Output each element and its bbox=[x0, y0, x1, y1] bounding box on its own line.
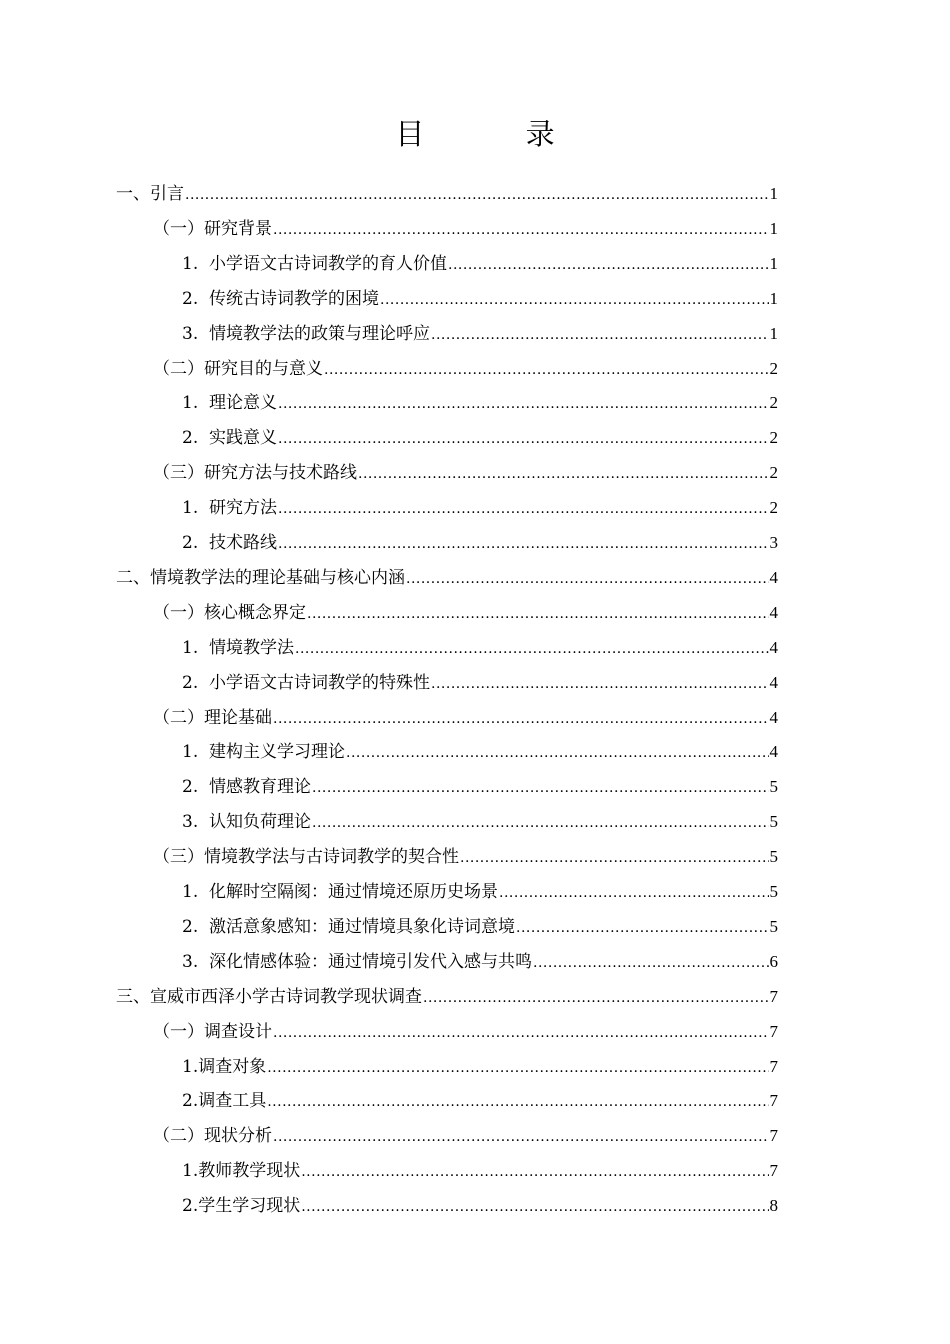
toc-entry-line bbox=[153, 700, 778, 735]
toc-entry-page-number: 1 bbox=[769, 184, 778, 203]
toc-entry-number: 2. bbox=[182, 1091, 199, 1112]
toc-entry-number: 2. bbox=[182, 428, 210, 449]
toc-entry-number: （三） bbox=[153, 463, 204, 484]
toc-leader-dots bbox=[273, 702, 769, 737]
toc-entry-page-number: 4 bbox=[769, 742, 778, 762]
toc-leader-dots bbox=[346, 736, 768, 771]
toc-entry-label: 建构主义学习理论 bbox=[209, 742, 346, 763]
toc-leader-dots bbox=[380, 283, 768, 318]
toc-entry-number: 1. bbox=[182, 637, 210, 658]
toc-entry-line bbox=[182, 490, 778, 525]
toc-entry-page-number: 7 bbox=[769, 1091, 778, 1111]
toc-entry-label: 认知负荷理论 bbox=[209, 812, 312, 833]
toc-entry[interactable] bbox=[0, 979, 950, 1014]
toc-entry[interactable] bbox=[0, 700, 950, 735]
toc-entry-label: 情境教学法与古诗词教学的契合性 bbox=[204, 847, 459, 868]
toc-entry-line bbox=[153, 1118, 778, 1153]
toc-entry-line bbox=[116, 979, 778, 1014]
toc-entry[interactable] bbox=[0, 1188, 950, 1223]
toc-entry-number: （一） bbox=[153, 602, 204, 623]
toc-entry-page-number: 1 bbox=[769, 218, 778, 238]
toc-entry-page-number: 1 bbox=[769, 253, 778, 273]
toc-entry[interactable] bbox=[0, 385, 950, 420]
toc-entry-page-number: 5 bbox=[769, 812, 778, 832]
toc-entry[interactable] bbox=[0, 281, 950, 316]
toc-entry-number: 二、 bbox=[116, 567, 150, 588]
toc-entry[interactable] bbox=[0, 630, 950, 665]
toc-entry-page-number: 4 bbox=[769, 637, 778, 657]
toc-leader-dots bbox=[448, 248, 768, 283]
toc-entry-page-number: 2 bbox=[769, 463, 778, 483]
toc-entry[interactable] bbox=[0, 734, 950, 769]
toc-entry-number: 1. bbox=[182, 253, 210, 274]
toc-leader-dots bbox=[185, 178, 769, 213]
toc-entry[interactable] bbox=[0, 420, 950, 455]
toc-entry-line bbox=[182, 769, 778, 804]
toc-entry-line bbox=[153, 839, 778, 874]
toc-entry-label: 现状分析 bbox=[204, 1126, 272, 1147]
toc-leader-dots bbox=[324, 353, 769, 388]
toc-entry-line bbox=[182, 1188, 778, 1223]
toc-entry-number: （一） bbox=[153, 1021, 204, 1042]
toc-entry[interactable] bbox=[0, 1083, 950, 1118]
toc-leader-dots bbox=[533, 946, 768, 981]
toc-entry[interactable] bbox=[0, 944, 950, 979]
toc-entry-number: 3. bbox=[182, 323, 210, 344]
toc-leader-dots bbox=[423, 981, 769, 1016]
toc-entry-page-number: 4 bbox=[769, 602, 778, 622]
toc-entry-line bbox=[182, 1153, 778, 1188]
toc-leader-dots bbox=[460, 841, 769, 876]
toc-entry[interactable] bbox=[0, 316, 950, 351]
toc-entry[interactable] bbox=[0, 351, 950, 386]
toc-entry-number: 2. bbox=[182, 777, 210, 798]
toc-entry-line bbox=[182, 316, 778, 351]
toc-entry-label: 引言 bbox=[150, 184, 184, 204]
toc-entry[interactable] bbox=[0, 211, 950, 246]
toc-entry-label: 调查工具 bbox=[198, 1091, 267, 1112]
toc-entry-label: 研究方法与技术路线 bbox=[204, 463, 357, 484]
toc-entry-line bbox=[182, 944, 778, 979]
toc-entry-page-number: 2 bbox=[769, 428, 778, 448]
toc-entry-number: （二） bbox=[153, 358, 204, 379]
toc-entry[interactable] bbox=[0, 804, 950, 839]
toc-entry-label: 宣威市西泽小学古诗词教学现状调查 bbox=[150, 986, 422, 1007]
toc-entry-label: 情感教育理论 bbox=[209, 777, 312, 798]
toc-entry-number: 3. bbox=[182, 812, 210, 833]
toc-leader-dots bbox=[267, 1085, 768, 1120]
toc-entry[interactable] bbox=[0, 455, 950, 490]
toc-leader-dots bbox=[278, 422, 768, 457]
toc-entry-number: 2. bbox=[182, 533, 210, 553]
toc-entry-line bbox=[153, 455, 778, 490]
toc-entry-number: 2. bbox=[182, 288, 210, 309]
toc-entry[interactable] bbox=[0, 769, 950, 804]
toc-leader-dots bbox=[267, 1051, 768, 1086]
toc-entry-number: 1. bbox=[182, 742, 210, 763]
toc-leader-dots bbox=[273, 213, 769, 248]
toc-entry-label: 技术路线 bbox=[209, 533, 278, 553]
toc-entry-number: （二） bbox=[153, 1126, 204, 1147]
toc-leader-dots bbox=[278, 527, 768, 562]
toc-entry-label: 小学语文古诗词教学的特殊性 bbox=[209, 672, 431, 693]
toc-entry-line bbox=[182, 281, 778, 316]
toc-leader-dots bbox=[295, 632, 768, 667]
toc-entry-line bbox=[182, 420, 778, 455]
toc-entry[interactable] bbox=[0, 1014, 950, 1049]
toc-entry-page-number: 3 bbox=[769, 533, 778, 552]
toc-leader-dots bbox=[273, 1120, 769, 1155]
toc-entry-number: （二） bbox=[153, 707, 204, 728]
toc-entry-line bbox=[182, 909, 778, 944]
toc-entry[interactable] bbox=[0, 1153, 950, 1188]
toc-entry-page-number: 7 bbox=[769, 1161, 778, 1181]
toc-entry-line bbox=[182, 246, 778, 281]
toc-entry-page-number: 5 bbox=[769, 777, 778, 797]
toc-entry[interactable] bbox=[0, 246, 950, 281]
toc-entry-label: 小学语文古诗词教学的育人价值 bbox=[209, 253, 448, 274]
toc-entry-label: 学生学习现状 bbox=[198, 1196, 301, 1217]
toc-leader-dots bbox=[301, 1155, 768, 1190]
toc-entry-line bbox=[153, 351, 778, 386]
toc-entry[interactable] bbox=[0, 874, 950, 909]
toc-entry-number: （三） bbox=[153, 847, 204, 868]
toc-entry-label: 激活意象感知：通过情境具象化诗词意境 bbox=[209, 916, 516, 937]
toc-entry[interactable] bbox=[0, 490, 950, 525]
toc-entry-line bbox=[182, 525, 778, 560]
toc-entry-number: （一） bbox=[153, 218, 204, 239]
toc-entry-label: 深化情感体验：通过情境引发代入感与共鸣 bbox=[209, 951, 533, 972]
toc-leader-dots bbox=[278, 387, 768, 422]
toc-entry-line bbox=[182, 874, 778, 909]
toc-entry-label: 调查对象 bbox=[198, 1056, 267, 1077]
toc-entry-number: 2. bbox=[182, 672, 210, 693]
toc-entry[interactable] bbox=[0, 595, 950, 630]
toc-entry[interactable] bbox=[0, 176, 950, 211]
toc-entry-page-number: 1 bbox=[769, 288, 778, 308]
toc-entry-line bbox=[116, 560, 778, 595]
toc-entry-line bbox=[182, 1049, 778, 1084]
toc-entry-label: 情境教学法的政策与理论呼应 bbox=[209, 323, 431, 344]
toc-entry-page-number: 5 bbox=[769, 847, 778, 867]
toc-entry-page-number: 4 bbox=[769, 672, 778, 692]
toc-entry[interactable] bbox=[0, 839, 950, 874]
toc-entry[interactable] bbox=[0, 665, 950, 700]
toc-leader-dots bbox=[307, 597, 769, 632]
toc-entry-label: 情境教学法的理论基础与核心内涵 bbox=[150, 567, 405, 588]
toc-entry-page-number: 2 bbox=[769, 393, 778, 413]
toc-entry-page-number: 6 bbox=[769, 951, 778, 971]
toc-entry-page-number: 5 bbox=[769, 882, 778, 901]
toc-leader-dots bbox=[431, 318, 768, 353]
toc-entry-label: 核心概念界定 bbox=[204, 602, 306, 623]
toc-entry-page-number: 2 bbox=[769, 358, 778, 378]
toc-entry-number: 1. bbox=[182, 1056, 199, 1077]
toc-leader-dots bbox=[358, 457, 769, 492]
toc-entry-page-number: 2 bbox=[769, 498, 778, 518]
toc-entry-label: 理论意义 bbox=[209, 393, 278, 414]
toc-entry-label: 实践意义 bbox=[209, 428, 278, 449]
toc-leader-dots bbox=[273, 1016, 769, 1051]
toc-leader-dots bbox=[431, 667, 768, 702]
toc-entry-label: 研究背景 bbox=[204, 218, 272, 239]
toc-entry-number: 1. bbox=[182, 393, 210, 414]
toc-leader-dots bbox=[278, 492, 768, 527]
toc-entry-line bbox=[182, 1083, 778, 1118]
toc-title: 目 录 bbox=[395, 117, 601, 151]
toc-entry-label: 情境教学法 bbox=[209, 637, 295, 658]
toc-leader-dots bbox=[516, 911, 768, 946]
toc-entry-line bbox=[182, 665, 778, 700]
toc-entry-page-number: 8 bbox=[769, 1196, 778, 1216]
toc-entry-line bbox=[116, 176, 778, 211]
toc-entry-number: 1. bbox=[182, 1161, 199, 1182]
toc-leader-dots bbox=[312, 771, 768, 806]
toc-entry-page-number: 7 bbox=[769, 1056, 778, 1076]
toc-entry-number: 2. bbox=[182, 1196, 199, 1217]
toc-entry-label: 调查设计 bbox=[204, 1021, 272, 1042]
toc-entry-page-number: 4 bbox=[769, 567, 778, 587]
toc-entry-number: 1. bbox=[182, 882, 210, 902]
toc-entry[interactable] bbox=[0, 909, 950, 944]
toc-entry-line bbox=[182, 804, 778, 839]
toc-entry-label: 教师教学现状 bbox=[198, 1161, 301, 1182]
toc-leader-dots bbox=[406, 562, 769, 597]
toc-entry-page-number: 7 bbox=[769, 986, 778, 1006]
toc-entry-page-number: 1 bbox=[769, 323, 778, 343]
toc-entry-label: 理论基础 bbox=[204, 707, 272, 728]
toc-leader-dots bbox=[312, 806, 768, 841]
toc-leader-dots bbox=[301, 1190, 768, 1225]
toc-entry-number: 一、 bbox=[116, 184, 150, 204]
toc-entry[interactable] bbox=[0, 560, 950, 595]
toc-entry-number: 2. bbox=[182, 916, 210, 937]
toc-entry-line bbox=[153, 595, 778, 630]
toc-entry-line bbox=[182, 734, 778, 769]
toc-leader-dots bbox=[499, 876, 768, 911]
toc-entry[interactable] bbox=[0, 1049, 950, 1084]
toc-entry-number: 1. bbox=[182, 498, 210, 519]
toc-entry-line bbox=[182, 630, 778, 665]
toc-entry-label: 研究目的与意义 bbox=[204, 358, 323, 379]
toc-entry-label: 研究方法 bbox=[209, 498, 278, 519]
toc-entry-page-number: 7 bbox=[769, 1126, 778, 1146]
toc-entry-line bbox=[182, 385, 778, 420]
toc-entry[interactable] bbox=[0, 1118, 950, 1153]
toc-entry-page-number: 7 bbox=[769, 1021, 778, 1041]
toc-entry[interactable] bbox=[0, 525, 950, 560]
toc-entry-number: 3. bbox=[182, 951, 210, 972]
toc-entry-number: 三、 bbox=[116, 986, 150, 1007]
toc-entry-label: 传统古诗词教学的困境 bbox=[209, 288, 380, 309]
toc-entry-page-number: 4 bbox=[769, 707, 778, 727]
toc-entry-label: 化解时空隔阂：通过情境还原历史场景 bbox=[209, 882, 499, 902]
toc-entry-line bbox=[153, 1014, 778, 1049]
toc-entry-line bbox=[153, 211, 778, 246]
toc-entry-page-number: 5 bbox=[769, 916, 778, 936]
